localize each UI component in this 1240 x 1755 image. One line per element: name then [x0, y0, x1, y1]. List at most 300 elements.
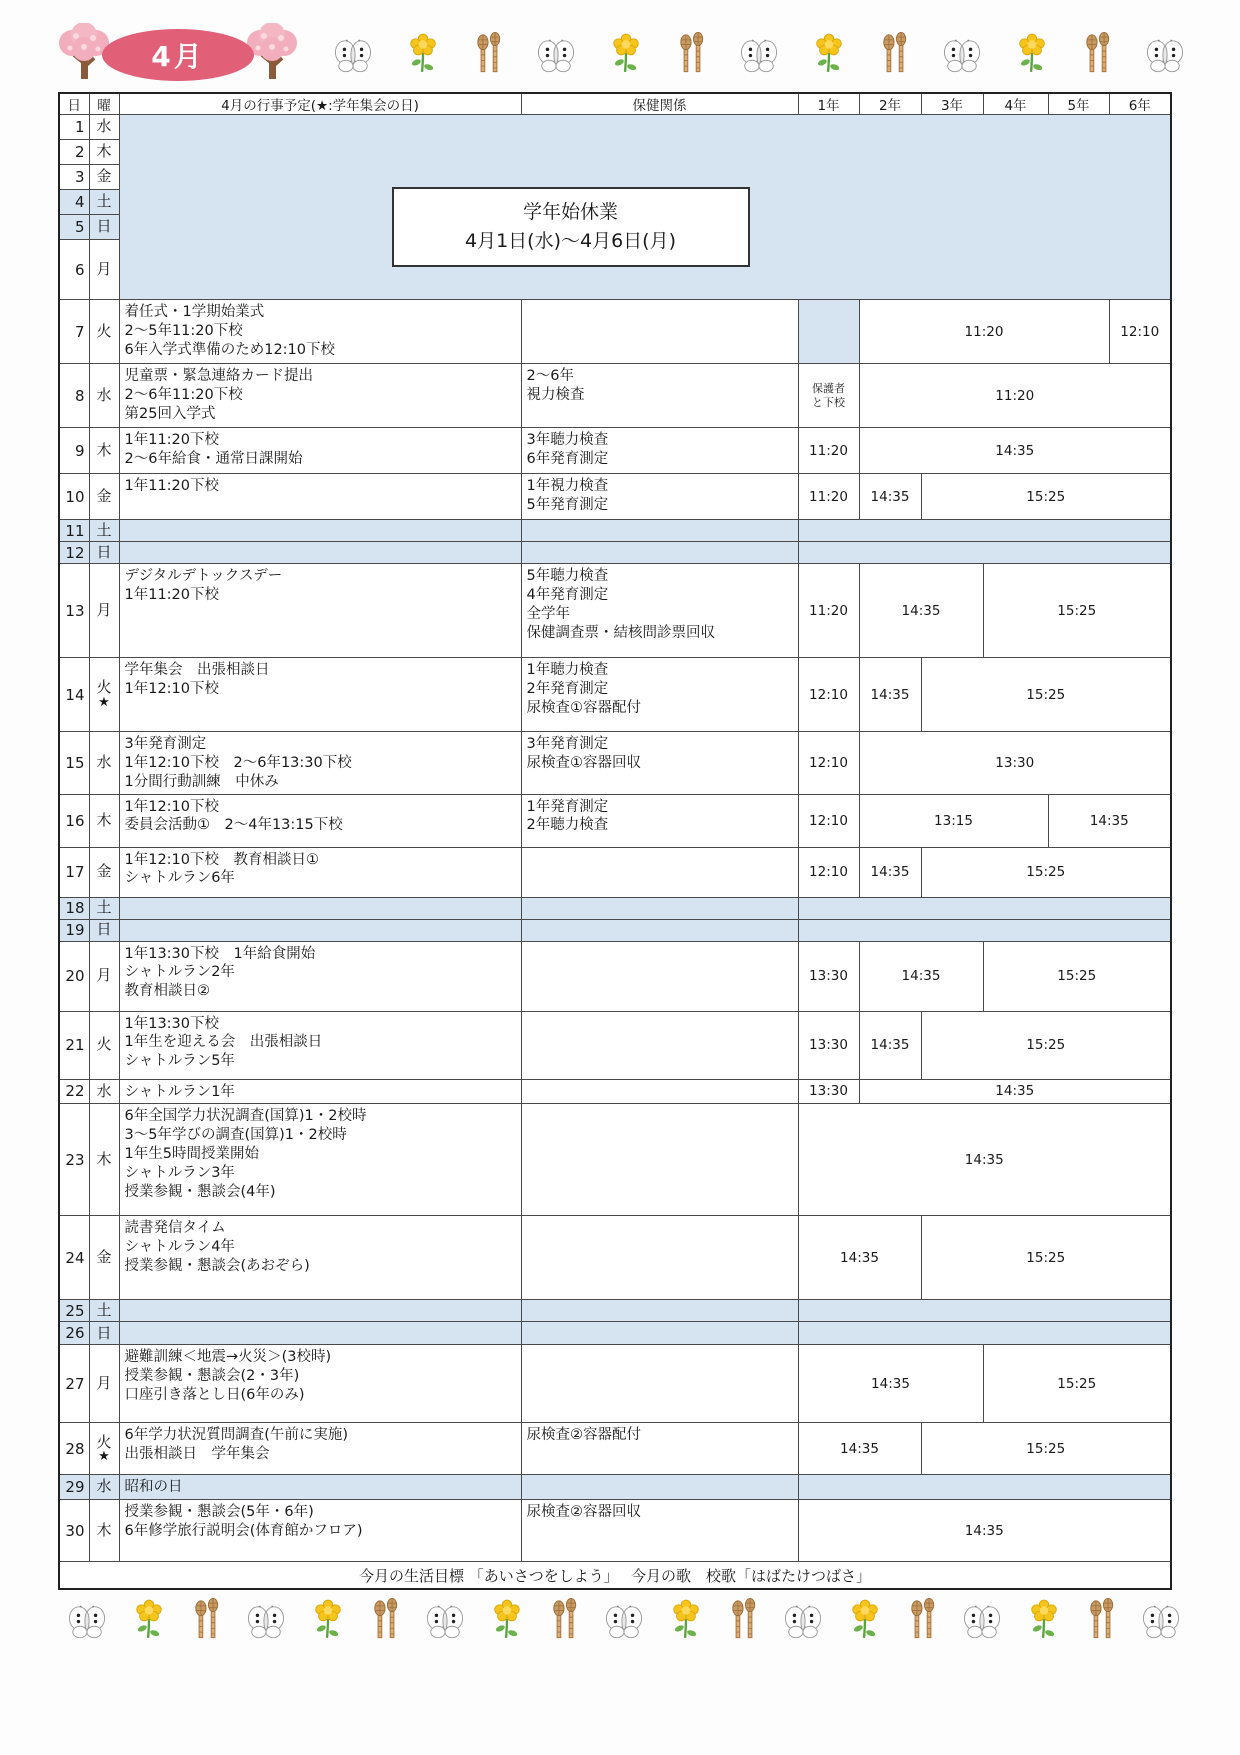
dismissal-time-cell: 15:25 — [921, 658, 1171, 732]
text-line: 2～6年給食・通常日課開始 — [124, 450, 303, 467]
nanohana-flower-icon — [848, 1598, 882, 1644]
text-line: 1年12:10下校 2～6年13:30下校 — [124, 754, 352, 771]
assembly-star: ★ — [98, 694, 110, 710]
calendar-row-day-9 — [59, 428, 1171, 474]
events-cell — [119, 364, 521, 428]
weekday — [89, 1423, 119, 1475]
text-line: 保健調査票・結核問診票回収 — [526, 624, 715, 641]
day-number: 18 — [59, 897, 89, 919]
dismissal-time-cell: 12:10 — [798, 794, 859, 847]
dismissal-time-cell: 11:20 — [798, 428, 859, 474]
events-cell — [119, 941, 521, 1011]
events-cell — [119, 1500, 521, 1562]
col-header-grade-3: 3年 — [921, 93, 983, 115]
text-line: 1年12:10下校 — [124, 680, 220, 697]
health-cell — [521, 1322, 798, 1345]
day-number: 26 — [59, 1322, 89, 1345]
text-line: 1年12:10下校 — [124, 798, 220, 815]
text-line: 第25回入学式 — [124, 405, 216, 422]
events-cell — [119, 564, 521, 658]
calendar-row-day-24 — [59, 1216, 1171, 1300]
text-line: 1年聴力検査 — [526, 662, 609, 678]
text-line: シャトルラン5年 — [124, 1053, 235, 1070]
monthly-goal-and-song: 今月の生活目標 「あいさつをしよう」 今月の歌 校歌「はばたけつばさ」 — [59, 1562, 1171, 1590]
calendar-row-day-21 — [59, 1011, 1171, 1079]
col-header-health: 保健関係 — [521, 93, 798, 115]
day-number: 13 — [59, 564, 89, 658]
health-cell — [521, 542, 798, 564]
events-cell — [119, 1104, 521, 1216]
dismissal-time-cell: 12:10 — [798, 658, 859, 732]
weekday: 日 — [89, 919, 119, 941]
calendar-row-day-23 — [59, 1104, 1171, 1216]
health-cell — [521, 1216, 798, 1300]
calendar-row-day-17 — [59, 847, 1171, 897]
weekday: 金 — [89, 474, 119, 520]
health-cell — [521, 1423, 798, 1475]
weekday: 月 — [89, 941, 119, 1011]
text-line: 2年聴力検査 — [526, 817, 609, 834]
dismissal-time-cell: 15:25 — [921, 474, 1171, 520]
dismissal-time-cell: 14:35 — [859, 564, 983, 658]
health-cell — [521, 428, 798, 474]
nanohana-flower-icon — [609, 32, 643, 78]
dismissal-time-cell: 13:15 — [859, 794, 1048, 847]
text-line: 6年入学式準備のため12:10下校 — [124, 341, 336, 358]
school-closure-block — [119, 115, 1171, 300]
day-number: 5 — [59, 215, 89, 240]
butterfly-icon — [1142, 1604, 1180, 1644]
text-line: 2年発育測定 — [526, 680, 609, 697]
events-cell — [119, 520, 521, 542]
nanohana-flower-icon — [1027, 1598, 1061, 1644]
weekday: 金 — [89, 1216, 119, 1300]
month-oval — [102, 29, 254, 81]
text-line: シャトルラン4年 — [124, 1239, 235, 1256]
weekday: 月 — [89, 564, 119, 658]
dismissal-time-cell: 15:25 — [983, 564, 1171, 658]
calendar-row-day-16 — [59, 794, 1171, 847]
text-line: 2～6年11:20下校 — [124, 386, 243, 403]
calendar-row-day-30 — [59, 1500, 1171, 1562]
events-cell — [119, 428, 521, 474]
dismissal-time-cell: 11:20 — [859, 364, 1171, 428]
weekday: 土 — [89, 520, 119, 542]
events-cell — [119, 847, 521, 897]
weekday: 金 — [89, 165, 119, 190]
dismissal-time-cell: 11:20 — [798, 474, 859, 520]
text-line: 1年発育測定 — [526, 798, 609, 815]
health-cell — [521, 658, 798, 732]
dismissal-time-cell: 14:35 — [859, 1011, 921, 1079]
dismissal-times-cell — [798, 919, 1171, 941]
events-cell — [119, 542, 521, 564]
tsukushi-sprouts-icon — [1088, 1598, 1116, 1644]
text-line: 1年視力検査 — [526, 478, 609, 494]
text-line: 3年発育測定 — [526, 736, 609, 752]
dismissal-time-cell: 14:35 — [798, 1216, 921, 1300]
weekday: 木 — [89, 1104, 119, 1216]
col-header-grade-4: 4年 — [983, 93, 1048, 115]
dismissal-time-cell: 15:25 — [983, 941, 1171, 1011]
dismissal-time-cell: 11:20 — [859, 300, 1109, 364]
text-line: 避難訓練＜地震→火災＞(3校時) — [124, 1349, 332, 1366]
calendar-row-day-20 — [59, 941, 1171, 1011]
butterfly-icon — [426, 1604, 464, 1644]
weekday: 水 — [89, 115, 119, 140]
dismissal-times-cell — [798, 1322, 1171, 1345]
text-line: 3年聴力検査 — [526, 432, 609, 448]
calendar-row-day-26 — [59, 1322, 1171, 1345]
top-decoration-strip — [334, 32, 1184, 78]
text-line: 授業参観・懇談会(2・3年) — [124, 1368, 300, 1385]
day-number: 21 — [59, 1011, 89, 1079]
closure-notice — [392, 187, 750, 267]
events-cell — [119, 300, 521, 364]
events-cell — [119, 919, 521, 941]
text-line: 尿検査①容器配付 — [526, 699, 641, 716]
dismissal-time-cell: 15:25 — [921, 1216, 1171, 1300]
weekday: 金 — [89, 847, 119, 897]
dismissal-time-cell — [798, 300, 859, 364]
day-number: 23 — [59, 1104, 89, 1216]
weekday: 木 — [89, 428, 119, 474]
day-number: 28 — [59, 1423, 89, 1475]
dismissal-time-cell: 12:10 — [798, 847, 859, 897]
text-line: 学年集会 出張相談日 — [124, 662, 270, 678]
text-line: 委員会活動① 2～4年13:15下校 — [124, 817, 343, 834]
dismissal-time-cell: 14:35 — [859, 1079, 1171, 1104]
events-cell — [119, 1300, 521, 1322]
calendar-row-day-29 — [59, 1475, 1171, 1500]
header-row — [59, 93, 1171, 115]
tsukushi-sprouts-icon — [372, 1598, 400, 1644]
dismissal-time-cell: 14:35 — [798, 1423, 921, 1475]
text-line: 3～5年学びの調査(国算)1・2校時 — [124, 1127, 347, 1144]
weekday — [89, 658, 119, 732]
butterfly-icon — [537, 38, 575, 78]
day-number: 9 — [59, 428, 89, 474]
health-cell — [521, 1079, 798, 1104]
month-title-group — [56, 23, 300, 87]
day-number: 14 — [59, 658, 89, 732]
calendar-row-day-19 — [59, 919, 1171, 941]
text-line: 1年生を迎える会 出張相談日 — [124, 1034, 323, 1051]
day-number: 16 — [59, 794, 89, 847]
text-line: 読書発信タイム — [124, 1220, 226, 1237]
dismissal-time-cell: 13:30 — [859, 732, 1171, 795]
events-cell — [119, 1475, 521, 1500]
text-line: デジタルデトックスデー — [124, 568, 283, 584]
col-header-grade-2: 2年 — [859, 93, 921, 115]
text-line: 5年発育測定 — [526, 496, 609, 513]
text-line: 口座引き落とし日(6年のみ) — [124, 1387, 305, 1404]
day-number: 15 — [59, 732, 89, 795]
dismissal-time-cell: 15:25 — [921, 1423, 1171, 1475]
health-cell — [521, 1475, 798, 1500]
nanohana-flower-icon — [406, 32, 440, 78]
dismissal-time-cell: 13:30 — [798, 1079, 859, 1104]
text-line: 6年発育測定 — [526, 450, 609, 467]
health-cell — [521, 300, 798, 364]
calendar-row-day-28 — [59, 1423, 1171, 1475]
weekday: 水 — [89, 1079, 119, 1104]
health-cell — [521, 732, 798, 795]
events-cell — [119, 1345, 521, 1423]
nanohana-flower-icon — [669, 1598, 703, 1644]
dismissal-times-cell — [798, 897, 1171, 919]
health-cell — [521, 1104, 798, 1216]
text-line: 1年13:30下校 — [124, 1015, 220, 1032]
day-number: 4 — [59, 190, 89, 215]
text-line: 尿検査②容器配付 — [526, 1427, 641, 1444]
butterfly-icon — [68, 1604, 106, 1644]
tsukushi-sprouts-icon — [475, 32, 503, 78]
calendar-row-day-8 — [59, 364, 1171, 428]
weekday: 木 — [89, 1500, 119, 1562]
butterfly-icon — [784, 1604, 822, 1644]
weekday-label: 火 — [96, 1432, 112, 1451]
text-line: 1年12:10下校 教育相談日① — [124, 851, 320, 868]
tsukushi-sprouts-icon — [1084, 32, 1112, 78]
dismissal-time-cell: 14:35 — [798, 1104, 1171, 1216]
health-cell — [521, 897, 798, 919]
text-line: 6年学力状況質問調査(午前に実施) — [124, 1427, 349, 1444]
events-cell — [119, 897, 521, 919]
health-cell — [521, 847, 798, 897]
day-number: 29 — [59, 1475, 89, 1500]
weekday: 日 — [89, 542, 119, 564]
butterfly-icon — [247, 1604, 285, 1644]
dismissal-time-cell: 14:35 — [798, 1345, 983, 1423]
health-cell — [521, 919, 798, 941]
health-cell — [521, 474, 798, 520]
dismissal-time-cell: 14:35 — [859, 474, 921, 520]
day-number: 7 — [59, 300, 89, 364]
weekday: 月 — [89, 240, 119, 300]
events-cell — [119, 1011, 521, 1079]
dismissal-times-cell — [798, 542, 1171, 564]
dismissal-time-cell: 15:25 — [921, 847, 1171, 897]
weekday: 土 — [89, 190, 119, 215]
text-line: 1年13:30下校 1年給食開始 — [124, 945, 316, 962]
text-line: シャトルラン1年 — [124, 1083, 235, 1100]
month-banner — [56, 20, 1184, 90]
text-line: 昭和の日 — [124, 1479, 183, 1496]
weekday: 水 — [89, 1475, 119, 1500]
text-line: 1分間行動訓練 中休み — [124, 773, 279, 790]
dismissal-time-cell: 12:10 — [798, 732, 859, 795]
events-cell — [119, 1322, 521, 1345]
nanohana-flower-icon — [311, 1598, 345, 1644]
text-line: 着任式・1学期始業式 — [124, 304, 265, 320]
dismissal-time-cell: 13:30 — [798, 1011, 859, 1079]
events-cell — [119, 658, 521, 732]
events-cell — [119, 1216, 521, 1300]
butterfly-icon — [334, 38, 372, 78]
col-header-weekday: 曜 — [89, 93, 119, 115]
calendar-row-day-18 — [59, 897, 1171, 919]
health-cell — [521, 1500, 798, 1562]
health-cell — [521, 1011, 798, 1079]
col-header-grade-6: 6年 — [1109, 93, 1171, 115]
text-line: シャトルラン3年 — [124, 1164, 235, 1181]
tsukushi-sprouts-icon — [678, 32, 706, 78]
col-header-grade-1: 1年 — [798, 93, 859, 115]
calendar-row-day-15 — [59, 732, 1171, 795]
dismissal-time-cell: 15:25 — [983, 1345, 1171, 1423]
text-line: 5年聴力検査 — [526, 568, 609, 584]
day-number: 10 — [59, 474, 89, 520]
tsukushi-sprouts-icon — [909, 1598, 937, 1644]
weekday: 土 — [89, 1300, 119, 1322]
dismissal-time-cell: 14:35 — [1048, 794, 1171, 847]
dismissal-times-cell — [798, 1475, 1171, 1500]
text-line: 6年修学旅行説明会(体育館かフロア) — [124, 1523, 363, 1540]
day-number: 1 — [59, 115, 89, 140]
weekday-label: 火 — [96, 678, 112, 697]
calendar-row-day-10 — [59, 474, 1171, 520]
day-number: 2 — [59, 140, 89, 165]
day-number: 3 — [59, 165, 89, 190]
health-cell — [521, 364, 798, 428]
footer-row — [59, 1562, 1171, 1590]
text-line: シャトルラン2年 — [124, 964, 235, 981]
tsukushi-sprouts-icon — [881, 32, 909, 78]
health-cell — [521, 794, 798, 847]
day-number: 6 — [59, 240, 89, 300]
events-cell — [119, 794, 521, 847]
calendar-row-day-12 — [59, 542, 1171, 564]
calendar-row-day-22 — [59, 1079, 1171, 1104]
health-cell — [521, 520, 798, 542]
weekday: 月 — [89, 1345, 119, 1423]
text-line: 出張相談日 学年集会 — [124, 1446, 270, 1463]
dismissal-times-cell — [798, 520, 1171, 542]
dismissal-time-cell: 11:20 — [798, 564, 859, 658]
butterfly-icon — [943, 38, 981, 78]
weekday: 火 — [89, 1011, 119, 1079]
text-line: シャトルラン6年 — [124, 870, 235, 887]
col-header-grade-5: 5年 — [1048, 93, 1109, 115]
col-header-events: 4月の行事予定(★:学年集会の日) — [119, 93, 521, 115]
dismissal-time-cell: 14:35 — [859, 847, 921, 897]
closure-notice-line: 学年始休業 — [522, 200, 618, 223]
text-line: 授業参観・懇談会(4年) — [124, 1183, 276, 1200]
dismissal-time-cell: 12:10 — [1109, 300, 1171, 364]
day-number: 17 — [59, 847, 89, 897]
text-line: 児童票・緊急連絡カード提出 — [124, 368, 313, 384]
health-cell — [521, 1300, 798, 1322]
butterfly-icon — [740, 38, 778, 78]
tsukushi-sprouts-icon — [730, 1598, 758, 1644]
day-number: 25 — [59, 1300, 89, 1322]
text-line: 教育相談日② — [124, 983, 210, 1000]
health-cell — [521, 941, 798, 1011]
april-schedule-table — [58, 92, 1172, 1590]
text-line: 2～5年11:20下校 — [124, 322, 243, 339]
weekday: 土 — [89, 897, 119, 919]
weekday: 水 — [89, 364, 119, 428]
dismissal-times-cell — [798, 1300, 1171, 1322]
weekday: 木 — [89, 140, 119, 165]
day-number: 12 — [59, 542, 89, 564]
assembly-star: ★ — [98, 1449, 110, 1465]
nanohana-flower-icon — [1015, 32, 1049, 78]
weekday: 木 — [89, 794, 119, 847]
events-cell — [119, 1079, 521, 1104]
weekday: 火 — [89, 300, 119, 364]
dismissal-time-cell: 13:30 — [798, 941, 859, 1011]
text-line: 6年全国学力状況調査(国算)1・2校時 — [124, 1108, 367, 1125]
health-cell — [521, 564, 798, 658]
calendar-row-day-14 — [59, 658, 1171, 732]
butterfly-icon — [605, 1604, 643, 1644]
nanohana-flower-icon — [490, 1598, 524, 1644]
day-number: 8 — [59, 364, 89, 428]
tsukushi-sprouts-icon — [551, 1598, 579, 1644]
text-line: 授業参観・懇談会(5年・6年) — [124, 1504, 314, 1521]
text-line: 1年11:20下校 — [124, 586, 220, 603]
weekday: 日 — [89, 1322, 119, 1345]
dismissal-time-cell: 14:35 — [859, 941, 983, 1011]
text-line: 4年発育測定 — [526, 586, 609, 603]
butterfly-icon — [963, 1604, 1001, 1644]
text-line: 全学年 — [526, 605, 570, 622]
dismissal-time-cell: 15:25 — [921, 1011, 1171, 1079]
month-label: 4月 — [151, 40, 205, 73]
text-line: 1年11:20下校 — [124, 432, 220, 448]
text-line: 視力検査 — [526, 386, 585, 403]
events-cell — [119, 732, 521, 795]
day-number: 30 — [59, 1500, 89, 1562]
dismissal-time-cell: 14:35 — [859, 428, 1171, 474]
calendar-row-day-1 — [59, 115, 1171, 140]
nanohana-flower-icon — [132, 1598, 166, 1644]
text-line: 授業参観・懇談会(あおぞら) — [124, 1258, 310, 1275]
calendar-row-day-25 — [59, 1300, 1171, 1322]
events-cell — [119, 1423, 521, 1475]
day-number: 22 — [59, 1079, 89, 1104]
calendar-row-day-11 — [59, 520, 1171, 542]
events-cell — [119, 474, 521, 520]
tsukushi-sprouts-icon — [193, 1598, 221, 1644]
day-number: 24 — [59, 1216, 89, 1300]
calendar-row-day-13 — [59, 564, 1171, 658]
day-number: 20 — [59, 941, 89, 1011]
text-line: 尿検査②容器回収 — [526, 1504, 641, 1521]
nanohana-flower-icon — [812, 32, 846, 78]
day-number: 11 — [59, 520, 89, 542]
text-line: 尿検査①容器回収 — [526, 754, 641, 771]
text-line: 3年発育測定 — [124, 736, 207, 752]
health-cell — [521, 1345, 798, 1423]
weekday: 日 — [89, 215, 119, 240]
text-line: 1年生5時間授業開始 — [124, 1146, 259, 1163]
day-number: 19 — [59, 919, 89, 941]
calendar-row-day-27 — [59, 1345, 1171, 1423]
calendar-row-day-7 — [59, 300, 1171, 364]
col-header-day: 日 — [59, 93, 89, 115]
bottom-decoration-strip — [68, 1598, 1180, 1644]
day-number: 27 — [59, 1345, 89, 1423]
dismissal-time-cell: 保護者 と下校 — [798, 364, 859, 428]
butterfly-icon — [1146, 38, 1184, 78]
weekday: 水 — [89, 732, 119, 795]
dismissal-time-cell: 14:35 — [798, 1500, 1171, 1562]
closure-notice-line: 4月1日(水)～4月6日(月) — [464, 230, 676, 252]
text-line: 1年11:20下校 — [124, 478, 220, 494]
